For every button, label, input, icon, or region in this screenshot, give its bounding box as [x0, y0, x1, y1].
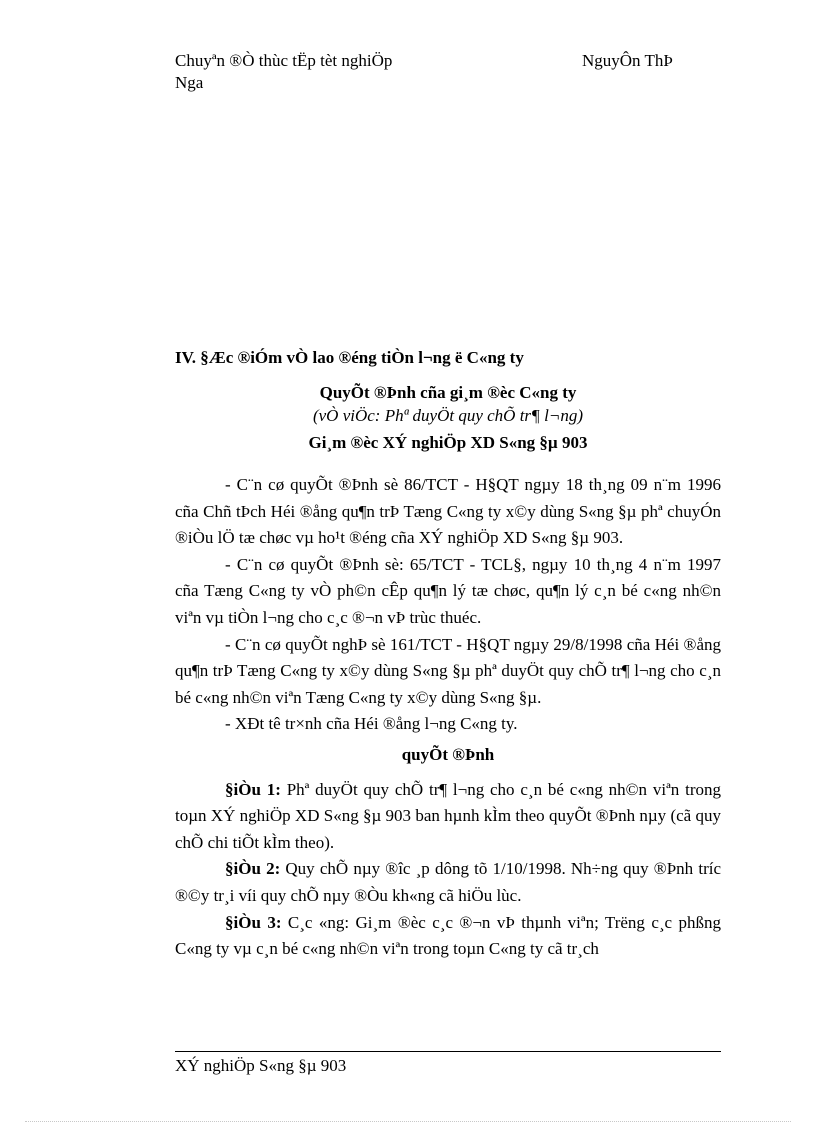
article-text: Phª duyÖt quy chÕ tr¶ l¬ng cho c¸n bé c«ng nh©n viªn trong toµn XÝ nghiÖp XD S«ng §µ 903 ban hµnh kÌm theo quyÕt ®Þnh nµy (cã quy chÕ chi tiÕt kÌm theo).	[175, 779, 722, 852]
consideration-paragraph: - C¨n cø quyÕt ®Þnh sè: 65/TCT - TCL§, ngµy 10 th¸ng 4 n¨m 1997 cña Tæng C«ng ty vÒ ph©n cÊp qu¶n lý tæ chøc, qu¶n lý c¸n bé c«ng nh©n viªn vµ tiÒn l¬ng cho c¸c ®¬n vÞ trùc thuéc.	[175, 554, 721, 627]
article-label: §iÒu 3:	[225, 912, 282, 932]
consideration-paragraph: - XÐt tê tr×nh cña Héi ®ång l¬ng C«ng ty.	[225, 714, 518, 734]
page-boundary	[25, 1121, 791, 1122]
document-body	[175, 472, 721, 963]
running-header-left: Chuyªn ®Ò thùc tËp tèt nghiÖp	[175, 51, 393, 70]
decision-subtitle: (vÒ viÖc: Phª duyÖt quy chÕ tr¶ l¬ng)	[312, 406, 584, 425]
consideration-paragraph: - C¨n cø quyÕt ®Þnh sè 86/TCT - H§QT ngµy 18 th¸ng 09 n¨m 1996 cña Chñ tÞch Héi ®ång qu¶n trÞ Tæng C«ng ty x©y dùng S«ng §µ phª chuyÓn ®iÒu lÖ tæ chøc vµ ho¹t ®éng cña XÝ nghiÖp XD S«ng §µ 903.	[175, 475, 721, 548]
running-footer: XÝ nghiÖp S«ng §µ 903	[175, 1056, 347, 1075]
article-paragraph	[175, 910, 721, 963]
running-header-author: NguyÔn ThÞ	[582, 51, 673, 70]
decision-title: QuyÕt ®Þnh cña gi¸m ®èc C«ng ty	[319, 383, 577, 402]
article-paragraph	[175, 777, 721, 857]
article-label: §iÒu 1:	[225, 779, 281, 799]
article-label: §iÒu 2:	[225, 859, 281, 879]
decision-issuer: Gi¸m ®èc XÝ nghiÖp XD S«ng §µ 903	[308, 433, 588, 452]
article-paragraph	[175, 856, 721, 909]
decision-heading: quyÕt ®Þnh	[401, 744, 495, 764]
article-text: C¸c «ng: Gi¸m ®èc c¸c ®¬n vÞ thµnh viªn; Trëng c¸c phßng C«ng ty vµ c¸n bé c«ng nh©n viªn trong toµn C«ng ty cã tr¸ch	[175, 912, 721, 959]
footer-divider	[175, 1051, 721, 1052]
running-header-author-wrap: Nga	[175, 73, 204, 92]
consideration-paragraph: - C¨n cø quyÕt nghÞ sè 161/TCT - H§QT ngµy 29/8/1998 cña Héi ®ång qu¶n trÞ Tæng C«ng ty x©y dùng S«ng §µ phª duyÖt quy chÕ tr¶ l¬ng cho c¸n bé c«ng nh©n viªn Tæng C«ng ty x©y dùng S«ng §µ.	[175, 634, 721, 707]
section-heading: IV. §Æc ®iÓm vÒ lao ®éng tiÒn l¬ng ë C«ng ty	[175, 348, 524, 367]
article-text: Quy chÕ nµy ®îc ¸p dông tõ 1/10/1998. Nh÷ng quy ®Þnh tríc ®©y tr¸i víi quy chÕ nµy ®Òu kh«ng cã hiÖu lùc.	[175, 859, 721, 905]
